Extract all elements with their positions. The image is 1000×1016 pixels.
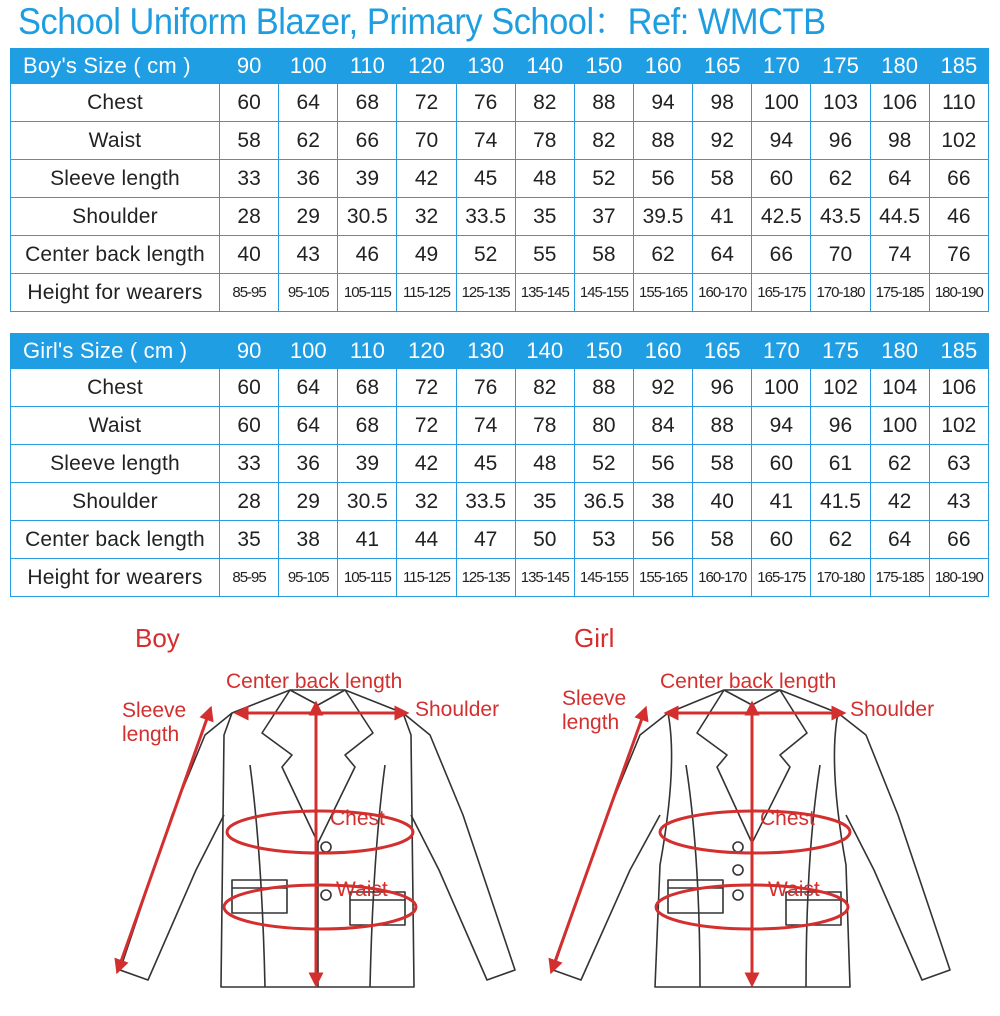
- table-cell: 102: [811, 369, 870, 407]
- table-cell: 56: [633, 445, 692, 483]
- boy-diagram-title: Boy: [135, 623, 180, 653]
- table-cell: 63: [929, 445, 988, 483]
- table-cell: 70: [811, 236, 870, 274]
- table-cell: 74: [456, 122, 515, 160]
- girl-chest-label: Chest: [760, 807, 815, 830]
- girl-measure-lines: [552, 705, 850, 983]
- table-cell: 170-180: [811, 559, 870, 597]
- size-header-cell: 185: [929, 334, 988, 369]
- table-row: [11, 274, 989, 312]
- table-cell: 100: [752, 369, 811, 407]
- table-cell: 62: [279, 122, 338, 160]
- table-cell: 44.5: [870, 198, 929, 236]
- table-cell: 64: [279, 407, 338, 445]
- table-cell: 92: [693, 122, 752, 160]
- table-cell: 62: [811, 521, 870, 559]
- table-cell: 66: [752, 236, 811, 274]
- table-cell: 44: [397, 521, 456, 559]
- row-label: Sleeve length: [11, 445, 220, 483]
- table-cell: 52: [574, 445, 633, 483]
- table-cell: 36.5: [574, 483, 633, 521]
- table-cell: 100: [870, 407, 929, 445]
- table-cell: 64: [870, 160, 929, 198]
- table-cell: 98: [870, 122, 929, 160]
- row-label: Height for wearers: [11, 559, 220, 597]
- table-cell: 43: [279, 236, 338, 274]
- table-cell: 66: [338, 122, 397, 160]
- table-cell: 43: [929, 483, 988, 521]
- table-cell: 41: [752, 483, 811, 521]
- table-cell: 160-170: [693, 559, 752, 597]
- table-cell: 42: [397, 160, 456, 198]
- table-cell: 170-180: [811, 274, 870, 312]
- table-cell: 32: [397, 198, 456, 236]
- table-cell: 104: [870, 369, 929, 407]
- boy-header-label: Boy's Size ( cm ): [11, 49, 220, 84]
- table-row: [11, 236, 989, 274]
- girl-center-back-label: Center back length: [660, 670, 837, 693]
- table-cell: 28: [220, 483, 279, 521]
- table-cell: 35: [515, 198, 574, 236]
- table-cell: 39: [338, 445, 397, 483]
- girl-waist-label: Waist: [768, 878, 820, 901]
- size-header-cell: 165: [693, 334, 752, 369]
- boy-sleeve-label-1: Sleeve: [122, 699, 187, 722]
- table-cell: 32: [397, 483, 456, 521]
- table-cell: 78: [515, 407, 574, 445]
- table-cell: 100: [752, 84, 811, 122]
- table-cell: 41.5: [811, 483, 870, 521]
- table-cell: 52: [574, 160, 633, 198]
- table-cell: 155-165: [633, 274, 692, 312]
- table-cell: 145-155: [574, 274, 633, 312]
- boy-sleeve-label-2: length: [122, 723, 180, 746]
- table-cell: 28: [220, 198, 279, 236]
- row-label: Chest: [11, 84, 220, 122]
- table-cell: 37: [574, 198, 633, 236]
- table-cell: 85-95: [220, 559, 279, 597]
- table-cell: 53: [574, 521, 633, 559]
- boy-chest-label: Chest: [330, 807, 385, 830]
- table-cell: 62: [870, 445, 929, 483]
- table-cell: 29: [279, 198, 338, 236]
- table-cell: 48: [515, 445, 574, 483]
- girl-header-row: [11, 334, 989, 369]
- table-cell: 61: [811, 445, 870, 483]
- table-cell: 82: [574, 122, 633, 160]
- girl-header-label: Girl's Size ( cm ): [11, 334, 220, 369]
- size-header-cell: 100: [279, 334, 338, 369]
- table-cell: 47: [456, 521, 515, 559]
- table-cell: 41: [693, 198, 752, 236]
- size-header-cell: 110: [338, 334, 397, 369]
- size-header-cell: 140: [515, 334, 574, 369]
- table-cell: 115-125: [397, 559, 456, 597]
- table-cell: 38: [633, 483, 692, 521]
- table-cell: 74: [870, 236, 929, 274]
- table-cell: 155-165: [633, 559, 692, 597]
- table-cell: 72: [397, 84, 456, 122]
- row-label: Shoulder: [11, 483, 220, 521]
- boy-size-table: [10, 48, 989, 312]
- table-cell: 60: [220, 369, 279, 407]
- table-cell: 76: [929, 236, 988, 274]
- table-cell: 66: [929, 521, 988, 559]
- table-cell: 60: [752, 521, 811, 559]
- size-header-cell: 165: [693, 49, 752, 84]
- table-cell: 72: [397, 407, 456, 445]
- table-cell: 58: [574, 236, 633, 274]
- table-cell: 33: [220, 445, 279, 483]
- table-cell: 135-145: [515, 274, 574, 312]
- row-label: Sleeve length: [11, 160, 220, 198]
- table-cell: 49: [397, 236, 456, 274]
- row-label: Center back length: [11, 236, 220, 274]
- table-cell: 115-125: [397, 274, 456, 312]
- table-cell: 64: [279, 369, 338, 407]
- table-cell: 135-145: [515, 559, 574, 597]
- size-header-cell: 185: [929, 49, 988, 84]
- table-cell: 105-115: [338, 559, 397, 597]
- table-cell: 40: [693, 483, 752, 521]
- table-cell: 72: [397, 369, 456, 407]
- table-cell: 42: [870, 483, 929, 521]
- size-header-cell: 170: [752, 334, 811, 369]
- table-cell: 94: [752, 407, 811, 445]
- table-cell: 29: [279, 483, 338, 521]
- table-cell: 45: [456, 160, 515, 198]
- table-cell: 33.5: [456, 483, 515, 521]
- table-cell: 88: [574, 369, 633, 407]
- table-cell: 38: [279, 521, 338, 559]
- boy-center-back-label: Center back length: [226, 670, 403, 693]
- table-row: [11, 369, 989, 407]
- table-cell: 88: [693, 407, 752, 445]
- table-cell: 68: [338, 84, 397, 122]
- table-cell: 84: [633, 407, 692, 445]
- table-cell: 33: [220, 160, 279, 198]
- table-cell: 66: [929, 160, 988, 198]
- table-cell: 80: [574, 407, 633, 445]
- size-header-cell: 150: [574, 334, 633, 369]
- size-header-cell: 175: [811, 334, 870, 369]
- page-title: School Uniform Blazer, Primary School：Ref: WMCTB: [18, 1, 826, 42]
- size-header-cell: 160: [633, 334, 692, 369]
- table-cell: 68: [338, 407, 397, 445]
- table-cell: 58: [693, 445, 752, 483]
- table-cell: 42: [397, 445, 456, 483]
- table-cell: 36: [279, 445, 338, 483]
- table-cell: 175-185: [870, 559, 929, 597]
- table-row: [11, 483, 989, 521]
- size-header-cell: 150: [574, 49, 633, 84]
- table-cell: 180-190: [929, 559, 988, 597]
- row-label: Chest: [11, 369, 220, 407]
- table-cell: 96: [811, 407, 870, 445]
- table-cell: 40: [220, 236, 279, 274]
- size-header-cell: 100: [279, 49, 338, 84]
- size-header-cell: 180: [870, 334, 929, 369]
- table-cell: 76: [456, 84, 515, 122]
- table-cell: 56: [633, 160, 692, 198]
- girl-size-table: [10, 333, 989, 597]
- table-row: [11, 198, 989, 236]
- table-row: [11, 521, 989, 559]
- table-cell: 62: [811, 160, 870, 198]
- size-header-cell: 90: [220, 334, 279, 369]
- table-cell: 160-170: [693, 274, 752, 312]
- table-cell: 74: [456, 407, 515, 445]
- table-cell: 39.5: [633, 198, 692, 236]
- table-cell: 145-155: [574, 559, 633, 597]
- table-row: [11, 407, 989, 445]
- table-cell: 165-175: [752, 559, 811, 597]
- table-cell: 102: [929, 407, 988, 445]
- table-cell: 94: [633, 84, 692, 122]
- table-cell: 60: [752, 160, 811, 198]
- boy-diagram: [118, 623, 515, 987]
- table-cell: 39: [338, 160, 397, 198]
- row-label: Waist: [11, 407, 220, 445]
- table-cell: 33.5: [456, 198, 515, 236]
- girl-sleeve-label-1: Sleeve: [562, 687, 627, 710]
- table-row: [11, 559, 989, 597]
- boy-waist-label: Waist: [336, 878, 388, 901]
- table-cell: 42.5: [752, 198, 811, 236]
- table-row: [11, 84, 989, 122]
- table-cell: 70: [397, 122, 456, 160]
- table-cell: 95-105: [279, 559, 338, 597]
- table-cell: 102: [929, 122, 988, 160]
- table-cell: 64: [279, 84, 338, 122]
- table-cell: 110: [929, 84, 988, 122]
- size-header-cell: 160: [633, 49, 692, 84]
- table-cell: 92: [633, 369, 692, 407]
- size-header-cell: 90: [220, 49, 279, 84]
- table-cell: 45: [456, 445, 515, 483]
- size-header-cell: 175: [811, 49, 870, 84]
- table-cell: 95-105: [279, 274, 338, 312]
- table-cell: 125-135: [456, 559, 515, 597]
- size-header-cell: 130: [456, 334, 515, 369]
- row-label: Height for wearers: [11, 274, 220, 312]
- size-header-cell: 120: [397, 334, 456, 369]
- table-cell: 180-190: [929, 274, 988, 312]
- table-cell: 60: [220, 84, 279, 122]
- table-cell: 30.5: [338, 483, 397, 521]
- measurement-diagrams: [0, 615, 1000, 1016]
- table-cell: 103: [811, 84, 870, 122]
- table-cell: 43.5: [811, 198, 870, 236]
- row-label: Shoulder: [11, 198, 220, 236]
- girl-diagram: [552, 623, 950, 987]
- table-row: [11, 122, 989, 160]
- girl-diagram-title: Girl: [574, 623, 615, 653]
- table-cell: 78: [515, 122, 574, 160]
- table-cell: 48: [515, 160, 574, 198]
- table-row: [11, 445, 989, 483]
- table-cell: 56: [633, 521, 692, 559]
- table-cell: 76: [456, 369, 515, 407]
- table-cell: 35: [220, 521, 279, 559]
- table-cell: 106: [870, 84, 929, 122]
- table-cell: 68: [338, 369, 397, 407]
- table-cell: 88: [574, 84, 633, 122]
- table-cell: 58: [220, 122, 279, 160]
- table-cell: 64: [870, 521, 929, 559]
- size-header-cell: 130: [456, 49, 515, 84]
- table-cell: 41: [338, 521, 397, 559]
- table-cell: 52: [456, 236, 515, 274]
- size-header-cell: 170: [752, 49, 811, 84]
- size-header-cell: 120: [397, 49, 456, 84]
- table-cell: 98: [693, 84, 752, 122]
- table-cell: 35: [515, 483, 574, 521]
- table-cell: 85-95: [220, 274, 279, 312]
- size-header-cell: 180: [870, 49, 929, 84]
- row-label: Center back length: [11, 521, 220, 559]
- boy-shoulder-label: Shoulder: [415, 698, 500, 721]
- table-cell: 50: [515, 521, 574, 559]
- table-cell: 55: [515, 236, 574, 274]
- table-cell: 30.5: [338, 198, 397, 236]
- table-cell: 96: [693, 369, 752, 407]
- table-cell: 60: [752, 445, 811, 483]
- table-cell: 62: [633, 236, 692, 274]
- table-row: [11, 160, 989, 198]
- table-cell: 175-185: [870, 274, 929, 312]
- girl-shoulder-label: Shoulder: [850, 698, 935, 721]
- table-cell: 96: [811, 122, 870, 160]
- table-cell: 64: [693, 236, 752, 274]
- table-cell: 58: [693, 521, 752, 559]
- table-cell: 105-115: [338, 274, 397, 312]
- table-cell: 82: [515, 369, 574, 407]
- table-cell: 46: [338, 236, 397, 274]
- table-cell: 165-175: [752, 274, 811, 312]
- table-cell: 82: [515, 84, 574, 122]
- table-cell: 36: [279, 160, 338, 198]
- table-cell: 94: [752, 122, 811, 160]
- table-cell: 125-135: [456, 274, 515, 312]
- table-cell: 88: [633, 122, 692, 160]
- girl-sleeve-label-2: length: [562, 711, 620, 734]
- table-cell: 58: [693, 160, 752, 198]
- size-header-cell: 110: [338, 49, 397, 84]
- boy-header-row: [11, 49, 989, 84]
- row-label: Waist: [11, 122, 220, 160]
- table-cell: 60: [220, 407, 279, 445]
- table-cell: 106: [929, 369, 988, 407]
- size-header-cell: 140: [515, 49, 574, 84]
- table-cell: 46: [929, 198, 988, 236]
